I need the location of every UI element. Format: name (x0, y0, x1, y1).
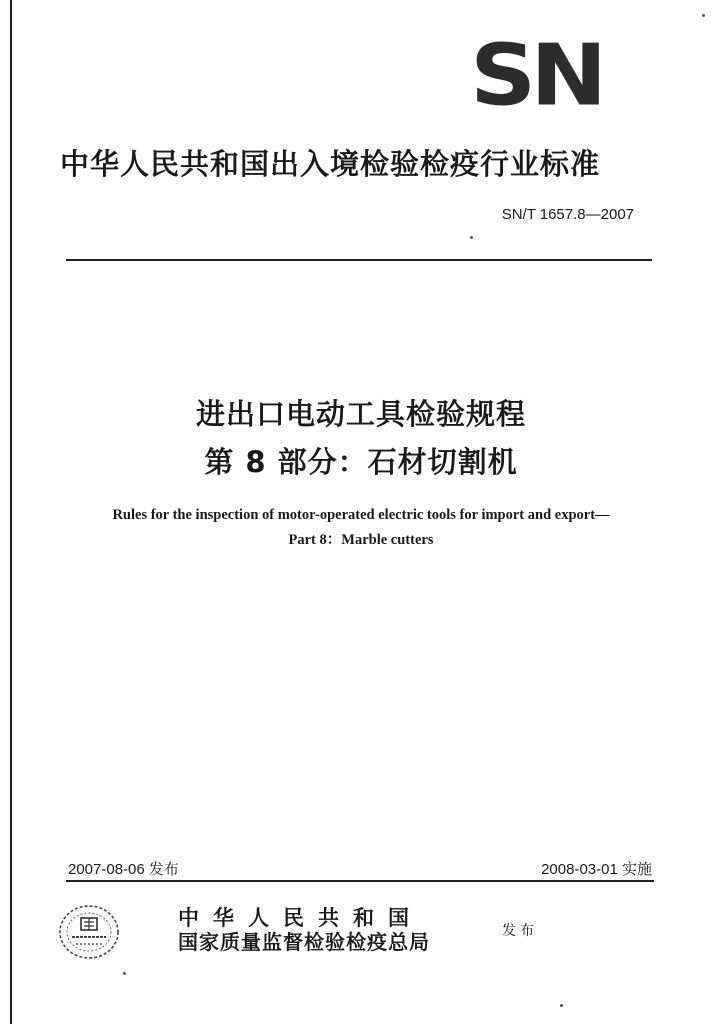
publisher-line1: 中华人民共和国 (178, 905, 423, 930)
issuing-organization-title: 中华人民共和国出入境检验检疫行业标准 (60, 147, 601, 181)
document-title-cn-line2: 第 8 部分：石材切割机 (204, 445, 518, 479)
publisher-line2: 国家质量监督检验检疫总局 (178, 930, 430, 954)
publisher-block (178, 906, 430, 954)
document-title-en-line1: Rules for the inspection of motor-operated electric tools for import and export— (112, 507, 610, 523)
sn-logo: SN (470, 26, 602, 125)
bottom-divider (66, 880, 654, 882)
issue-date: 2007-08-06 发布 (68, 861, 179, 878)
official-seal-icon (58, 904, 120, 960)
standard-number: SN/T 1657.8—2007 (501, 206, 634, 223)
top-divider (66, 259, 652, 261)
scan-speck (560, 1004, 563, 1007)
implementation-date: 2008-03-01 实施 (541, 861, 652, 878)
publish-label: 发布 (502, 923, 538, 939)
scan-speck (702, 14, 705, 17)
document-title-cn-line1: 进出口电动工具检验规程 (195, 397, 526, 431)
document-title-en-line2: Part 8：Marble cutters (288, 532, 434, 548)
scan-speck (470, 236, 473, 239)
scan-speck (123, 972, 126, 975)
